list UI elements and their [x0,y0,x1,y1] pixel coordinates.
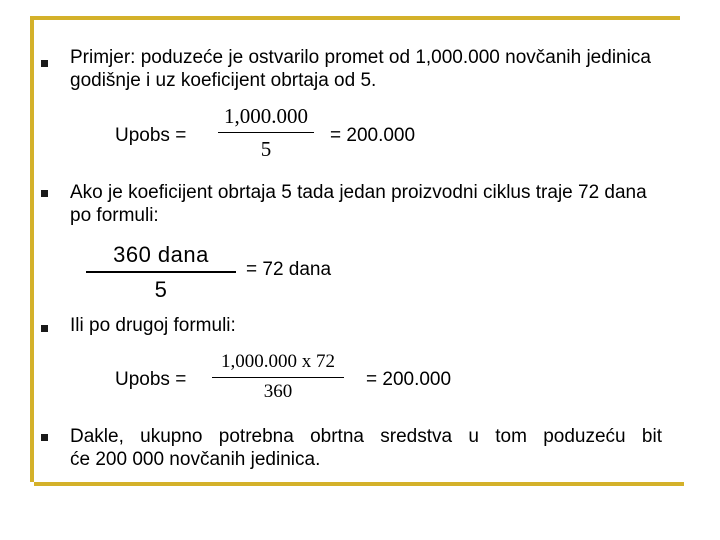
formula2-fraction [86,242,236,303]
paragraph-4-line-1: Dakle, ukupno potrebna obrtna sredstva u tom poduzeću bit [70,426,662,447]
bullet-4 [41,434,48,441]
paragraph-2: Ako je koeficijent obrtaja 5 tada jedan proizvodni ciklus traje 72 dana po formuli: [70,182,647,226]
formula3-numerator: 1,000.000 x 72 [221,351,335,372]
frame-bottom-rule [34,482,684,486]
bullet-3 [41,325,48,332]
frame-left-rule [30,16,34,482]
formula1-label: Upobs = [115,125,187,146]
formula2-result: = 72 dana [246,259,332,280]
formula2-denominator: 5 [154,277,168,302]
formula1-numerator: 1,000.000 [224,104,308,128]
formula1-fraction [218,104,314,162]
formula1-fraction-bar [218,132,314,133]
paragraph-4-line-2: će 200 000 novčanih jedinica. [70,449,321,470]
formula3-denominator: 360 [263,381,293,402]
formula3-fraction [212,351,344,403]
formula3-fraction-bar [212,377,344,378]
formula3-label: Upobs = [115,369,187,390]
paragraph-1: Primjer: poduzeće je ostvarilo promet od 1,000.000 novčanih jedinica godišnje i uz koeficijent obrtaja od 5. [70,47,651,91]
bullet-2 [41,190,48,197]
formula3-result: = 200.000 [366,369,452,390]
formula2-fraction-bar [86,271,236,273]
paragraph-4 [70,425,662,471]
formula1-denominator: 5 [260,137,272,161]
paragraph-3: Ili po drugoj formuli: [70,315,236,336]
frame-top-rule [30,16,680,20]
bullet-1 [41,60,48,67]
formula2-numerator: 360 dana [113,242,209,267]
formula1-result: = 200.000 [330,125,416,146]
